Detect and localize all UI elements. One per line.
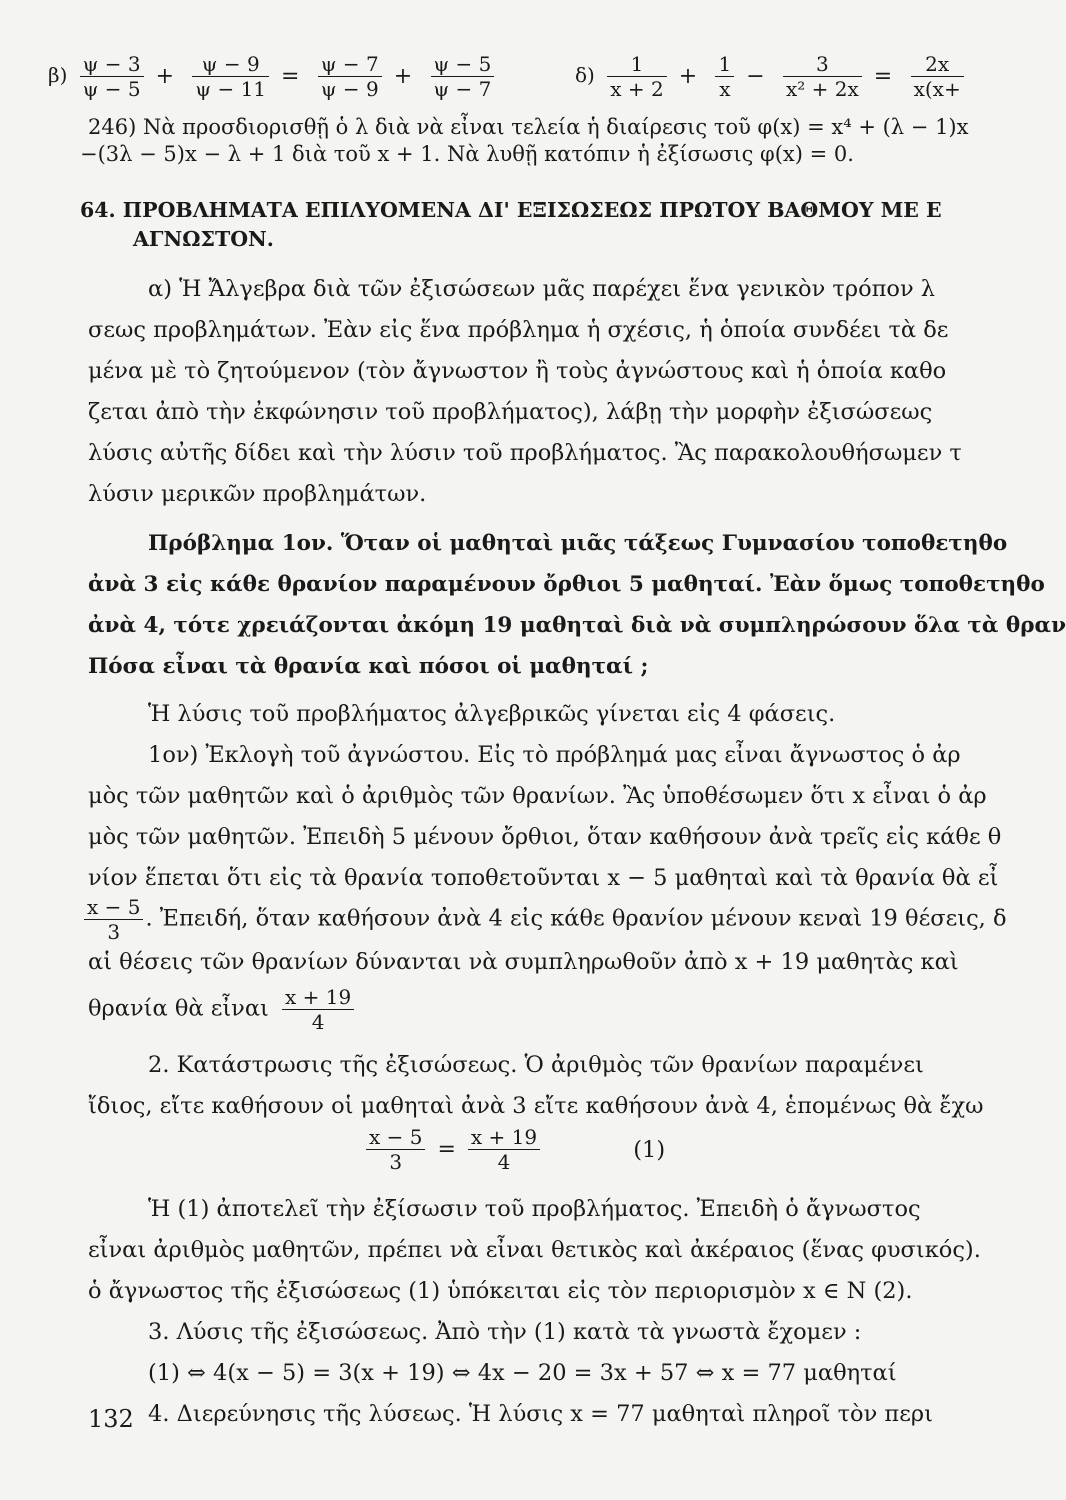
paragraph-line: μὸς τῶν μαθητῶν καὶ ὁ ἀριθμὸς τῶν θρανίων. Ἂς ὑποθέσωμεν ὅτι x εἶναι ὁ ἀρ (88, 783, 987, 809)
fraction: $\frac{x - 5}{3}$ (366, 1125, 425, 1174)
paragraph-line: μένα μὲ τὸ ζητούμενον (τὸν ἄγνωστον ἢ τοὺς ἀγνώστους καὶ ἡ ὁποία καθο (88, 358, 947, 384)
fraction: $\frac{1}{x}$ (715, 52, 734, 101)
step-2-line: 2. Κατάστρωσις τῆς ἐξισώσεως. Ὁ ἀριθμὸς τῶν θρανίων παραμένει (148, 1052, 924, 1078)
problem-statement: ἀνὰ 4, τότε χρειάζονται ἀκόμη 19 μαθηταὶ διὰ νὰ συμπληρώσουν ὅλα τὰ θραν (88, 613, 1066, 638)
fraction: $\frac{\psi - 5}{\psi - 7}$ (431, 52, 495, 101)
label-beta: β) (48, 63, 68, 87)
exercise-246-line: 246) Νὰ προσδιορισθῇ ὁ λ διὰ νὰ εἶναι τελεία ἡ διαίρεσις τοῦ φ(x) = x⁴ + (λ − 1)x (88, 115, 969, 139)
fraction-x-plus-19: $\frac{x + 19}{4}$ (282, 985, 354, 1034)
fraction-x-minus-5: $\frac{x - 5}{3}$ (84, 895, 143, 944)
paragraph-line: ζεται ἀπὸ τὴν ἐκφώνησιν τοῦ προβλήματος), λάβῃ τὴν μορφὴν ἐξισώσεως (88, 399, 933, 425)
paragraph-line: Ἡ λύσις τοῦ προβλήματος ἀλγεβρικῶς γίνεται εἰς 4 φάσεις. (148, 701, 836, 727)
paragraph-line: νίον ἕπεται ὅτι εἰς τὰ θρανία τοποθετοῦνται x − 5 μαθηταὶ καὶ τὰ θρανία θὰ εἶ (88, 865, 999, 891)
fraction: $\frac{\psi - 7}{\psi - 9}$ (318, 52, 382, 101)
fraction: $\frac{\psi - 3}{\psi - 5}$ (80, 52, 144, 101)
paragraph-line: λύσιν μερικῶν προβλημάτων. (88, 481, 427, 507)
paragraph-line: Ἡ (1) ἀποτελεῖ τὴν ἐξίσωσιν τοῦ προβλήματος. Ἐπειδὴ ὁ ἄγνωστος (148, 1196, 921, 1222)
fraction: $\frac{1}{x + 2}$ (607, 52, 666, 101)
problem-statement: ἀνὰ 3 εἰς κάθε θρανίον παραμένουν ὄρθιοι 5 μαθηταί. Ἐὰν ὅμως τοποθετηθο (88, 572, 1045, 597)
paragraph-line: εἶναι ἀριθμὸς μαθητῶν, πρέπει νὰ εἶναι θετικὸς καὶ ἀκέραιος (ἕνας φυσικός). (88, 1237, 981, 1263)
fraction: $\frac{2x}{x(x+}$ (911, 52, 964, 101)
paragraph-line: ὁ ἄγνωστος τῆς ἐξισώσεως (1) ὑπόκειται εἰς τὸν περιορισμὸν x ∈ N (2). (88, 1278, 913, 1304)
equation-solution: (1) ⇔ 4(x − 5) = 3(x + 19) ⇔ 4x − 20 = 3x + 57 ⇔ x = 77 μαθηταί (148, 1360, 897, 1386)
paragraph-line: λύσις αὐτῆς δίδει καὶ τὴν λύσιν τοῦ προβλήματος. Ἂς παρακολουθήσωμεν τ (88, 440, 962, 466)
paragraph-line: θρανία θὰ εἶναι $\frac{x + 19}{4}$ (88, 985, 360, 1034)
paragraph-line: σεως προβλημάτων. Ἐὰν εἰς ἕνα πρόβλημα ἡ σχέσις, ἡ ὁποία συνδέει τὰ δε (88, 317, 949, 343)
section-heading: 64. ΠΡΟΒΛΗΜΑΤΑ ΕΠΙΛΥΟΜΕΝΑ ΔΙ' ΕΞΙΣΩΣΕΩΣ ΠΡΩΤΟΥ ΒΑΘΜΟΥ ΜΕ Ε (80, 198, 942, 222)
problem-statement: Πρόβλημα 1ον. Ὅταν οἱ μαθηταὶ μιᾶς τάξεως Γυμνασίου τοποθετηθο (148, 531, 1008, 556)
paragraph-line: α) Ἡ Ἄλγεβρα διὰ τῶν ἐξισώσεων μᾶς παρέχει ἕνα γενικὸν τρόπον λ (148, 276, 936, 302)
section-heading: ΑΓΝΩΣΤΟΝ. (133, 227, 274, 251)
paragraph-line: $\frac{x - 5}{3}$ . Ἐπειδή, ὅταν καθήσουν ἀνὰ 4 εἰς κάθε θρανίον μένουν κεναὶ 19 θέσεις, δ (84, 895, 1007, 944)
fraction: $\frac{x + 19}{4}$ (468, 1125, 540, 1174)
equation-beta: β) $\frac{\psi - 3}{\psi - 5}$ + $\frac{\psi - 9}{\psi - 11}$ = $\frac{\psi - 7}{\psi - 9}$ + $\frac{\psi - 5}{\psi - 7}$ (48, 52, 500, 101)
paragraph-line: αἱ θέσεις τῶν θρανίων δύνανται νὰ συμπληρωθοῦν ἀπὸ x + 19 μαθητὰς καὶ (88, 949, 959, 975)
step-3-line: 3. Λύσις τῆς ἐξισώσεως. Ἀπὸ τὴν (1) κατὰ τὰ γνωστὰ ἔχομεν : (148, 1319, 862, 1345)
equation-1: $\frac{x - 5}{3}$ = $\frac{x + 19}{4}$ (1) (360, 1125, 665, 1174)
problem-statement: Πόσα εἶναι τὰ θρανία καὶ πόσοι οἱ μαθηταί ; (88, 654, 649, 679)
fraction: $\frac{\psi - 9}{\psi - 11}$ (192, 52, 269, 101)
step-4-line: 4. Διερεύνησις τῆς λύσεως. Ἡ λύσις x = 77 μαθηταὶ πληροῖ τὸν περι (148, 1401, 933, 1427)
step-1-line: 1ον) Ἐκλογὴ τοῦ ἀγνώστου. Εἰς τὸ πρόβλημά μας εἶναι ἄγνωστος ὁ ἀρ (148, 742, 961, 768)
equation-delta: δ) $\frac{1}{x + 2}$ + $\frac{1}{x}$ − $\frac{3}{\text{x² + 2x}}$ = $\frac{2x}{x(x+}$ (575, 52, 970, 101)
page-number: 132 (88, 1405, 134, 1433)
paragraph-line: ἴδιος, εἴτε καθήσουν οἱ μαθηταὶ ἀνὰ 3 εἴτε καθήσουν ἀνὰ 4, ἑπομένως θὰ ἔχω (88, 1093, 984, 1119)
label-delta: δ) (575, 63, 595, 87)
equation-number: (1) (633, 1136, 666, 1163)
exercise-246-line: −(3λ − 5)x − λ + 1 διὰ τοῦ x + 1. Νὰ λυθῇ κατόπιν ἡ ἐξίσωσις φ(x) = 0. (80, 142, 854, 166)
paragraph-line: μὸς τῶν μαθητῶν. Ἐπειδὴ 5 μένουν ὄρθιοι, ὅταν καθήσουν ἀνὰ τρεῖς εἰς κάθε θ (88, 824, 1002, 850)
fraction: $\frac{3}{\text{x² + 2x}}$ (783, 52, 862, 101)
